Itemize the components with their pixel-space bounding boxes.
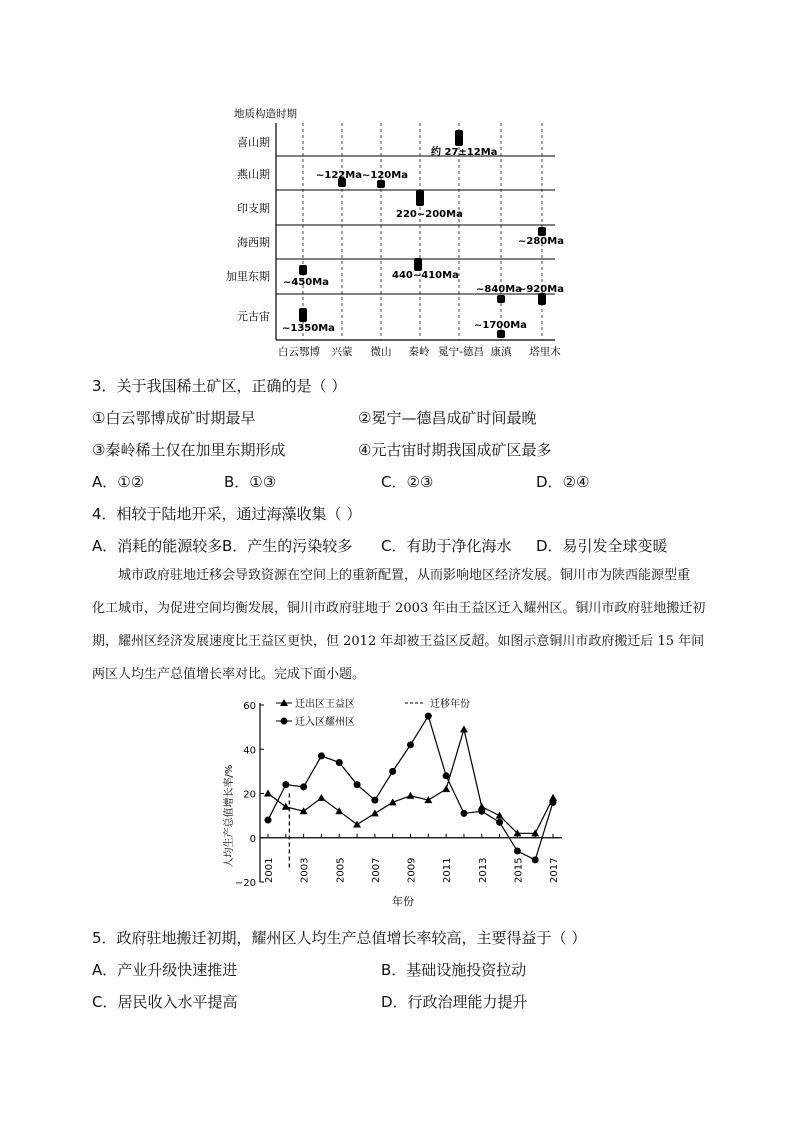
- data-point-yaozhou: [550, 799, 557, 806]
- geo-region-label: 塔里木: [529, 346, 561, 358]
- data-point-yaozhou: [371, 797, 378, 804]
- legend-label-reference: 迁移年份: [430, 699, 470, 710]
- data-point-wangyi: [407, 792, 415, 799]
- q3-option-d[interactable]: D．②④: [536, 473, 590, 491]
- data-point-yaozhou: [425, 713, 432, 720]
- geo-marker-weishan-120: [377, 180, 385, 188]
- q3-statement-1: ①白云鄂博成矿时期最早: [92, 409, 256, 427]
- data-point-wangyi: [371, 809, 379, 816]
- geo-region-label: 冕宁-德昌: [438, 346, 484, 358]
- q3-stem: 3．关于我国稀土矿区，正确的是（ ）: [92, 377, 347, 395]
- data-point-yaozhou: [407, 741, 414, 748]
- q5-option-d[interactable]: D．行政治理能力提升: [381, 993, 528, 1011]
- geo-label-xingmeng-122: ~122Ma: [316, 170, 362, 181]
- chart-y-tick-label: 60: [243, 701, 256, 712]
- chart-y-tick-label: 0: [249, 833, 256, 845]
- data-point-yaozhou: [336, 759, 343, 766]
- geo-marker-talimu-280: [538, 227, 546, 236]
- growth-rate-chart: [0, 690, 794, 915]
- chart-x-tick-label: 2003: [299, 857, 311, 883]
- passage-line: 两区人均生产总值增长率对比。完成下面小题。: [92, 667, 366, 682]
- geo-period-label: 喜山期: [237, 136, 270, 149]
- geo-region-label: 微山: [370, 346, 392, 358]
- q3-statement-2: ②冕宁—德昌成矿时间最晚: [358, 409, 537, 427]
- geo-marker-kangdian-840: [497, 295, 505, 303]
- geo-marker-qinling-220: [416, 190, 424, 206]
- chart-x-tick-label: 2001: [264, 857, 275, 883]
- chart-x-tick-label: 2005: [335, 857, 347, 883]
- data-point-wangyi: [282, 803, 290, 810]
- chart-x-tick-label: 2015: [513, 857, 525, 883]
- geo-label-qinling-440: 440~410Ma: [392, 270, 459, 281]
- q4-stem: 4．相较于陆地开采，通过海藻收集（ ）: [92, 505, 362, 523]
- data-point-yaozhou: [282, 781, 289, 788]
- q5-option-c[interactable]: C．居民收入水平提高: [92, 993, 238, 1011]
- geo-period-label: 元古宙: [237, 310, 270, 323]
- q3-statement-3: ③秦岭稀土仅在加里东期形成: [92, 441, 286, 459]
- data-point-wangyi: [460, 725, 468, 732]
- geo-label-kangdian-840: ~840Ma: [476, 284, 522, 295]
- geo-period-label: 加里东期: [226, 270, 270, 283]
- chart-x-tick-label: 2011: [442, 857, 454, 883]
- geo-ylabel: 地质构造时期: [234, 108, 297, 120]
- data-point-yaozhou: [318, 752, 325, 759]
- geo-label-mianning-27: 约 27±12Ma: [431, 147, 498, 158]
- geo-label-qinling-220: 220~200Ma: [396, 209, 463, 220]
- data-point-yaozhou: [265, 817, 272, 824]
- geo-marker-kangdian-1700: [497, 330, 505, 338]
- geo-label-talimu-280: ~280Ma: [518, 236, 564, 247]
- q4-option-a[interactable]: A．消耗的能源较多: [92, 537, 223, 555]
- data-point-wangyi: [496, 812, 504, 819]
- data-point-yaozhou: [300, 783, 307, 790]
- legend-label-yaozhou: 迁入区耀州区: [295, 717, 355, 728]
- geo-label-bayan-1350: ~1350Ma: [282, 323, 335, 334]
- chart-x-tick-label: 2007: [370, 857, 382, 883]
- data-point-yaozhou: [443, 772, 450, 779]
- geo-label-kangdian-1700: ~1700Ma: [474, 320, 527, 331]
- passage-line: 期，耀州区经济发展速度比王益区更快，但 2012 年却被王益区反超。如图示意铜川市政府搬迁后 15 年间: [92, 634, 705, 649]
- q3-option-a[interactable]: A．①②: [92, 473, 145, 491]
- geo-period-label: 燕山期: [237, 168, 270, 181]
- geo-region-label: 康滇: [490, 346, 512, 358]
- data-point-yaozhou: [478, 808, 485, 815]
- geo-marker-bayan-450: [299, 265, 307, 275]
- geo-label-bayan-450: ~450Ma: [283, 277, 329, 288]
- geo-region-label: 白云鄂博: [278, 346, 320, 358]
- chart-x-tick-label: 2013: [477, 857, 489, 883]
- geo-marker-mianning-27: [455, 130, 463, 146]
- data-point-wangyi: [317, 794, 325, 801]
- chart-xlabel: 年份: [392, 895, 414, 908]
- chart-y-tick-label: −20: [234, 878, 256, 889]
- geological-period-chart: [0, 0, 794, 370]
- data-point-wangyi: [353, 820, 361, 827]
- geo-period-label: 海西期: [237, 236, 270, 249]
- q4-option-b[interactable]: B．产生的污染较多: [222, 537, 353, 555]
- geo-label-talimu-920: ~920Ma: [518, 284, 564, 295]
- data-point-yaozhou: [389, 768, 396, 775]
- data-point-yaozhou: [514, 848, 521, 855]
- chart-x-tick-label: 2009: [406, 857, 418, 883]
- q5-option-a[interactable]: A．产业升级快速推进: [92, 961, 238, 979]
- q3-statement-4: ④元古宙时期我国成矿区最多: [358, 441, 552, 459]
- data-point-yaozhou: [496, 819, 503, 826]
- q3-option-b[interactable]: B．①③: [224, 473, 277, 491]
- geo-period-label: 印支期: [237, 202, 270, 215]
- data-point-wangyi: [442, 785, 450, 792]
- q5-option-b[interactable]: B．基础设施投资拉动: [381, 961, 527, 979]
- q4-option-c[interactable]: C．有助于净化海水: [381, 537, 512, 555]
- chart-x-tick-label: 2017: [549, 857, 560, 883]
- chart-ylabel: 人均生产总值增长率/%: [224, 764, 235, 868]
- legend-label-wangyi: 迁出区王益区: [295, 699, 355, 710]
- geo-marker-bayan-1350: [299, 308, 307, 322]
- q3-option-c[interactable]: C．②③: [381, 473, 434, 491]
- q5-stem: 5．政府驻地搬迁初期，耀州区人均生产总值增长率较高，主要得益于（ ）: [92, 929, 587, 947]
- data-point-wangyi: [264, 790, 272, 797]
- passage-line: 城市政府驻地迁移会导致资源在空间上的重新配置，从而影响地区经济发展。铜川市为陕西能源型重: [118, 568, 691, 583]
- legend-circle-icon: [281, 718, 288, 725]
- geo-region-label: 兴蒙: [331, 346, 353, 358]
- data-point-yaozhou: [460, 810, 467, 817]
- data-point-yaozhou: [354, 781, 361, 788]
- chart-y-tick-label: 20: [243, 789, 256, 801]
- data-point-yaozhou: [532, 856, 539, 863]
- chart-y-tick-label: 40: [243, 745, 256, 757]
- chart-legend: [276, 697, 470, 728]
- passage-line: 化工城市，为促进空间均衡发展，铜川市政府驻地于 2003 年由王益区迁入耀州区。铜川市政府驻地搬迁初: [92, 601, 706, 616]
- geo-region-label: 秦岭: [408, 346, 430, 358]
- data-point-wangyi: [335, 807, 343, 814]
- geo-label-weishan-120: ~120Ma: [362, 170, 408, 181]
- q4-option-d[interactable]: D．易引发全球变暖: [536, 537, 668, 555]
